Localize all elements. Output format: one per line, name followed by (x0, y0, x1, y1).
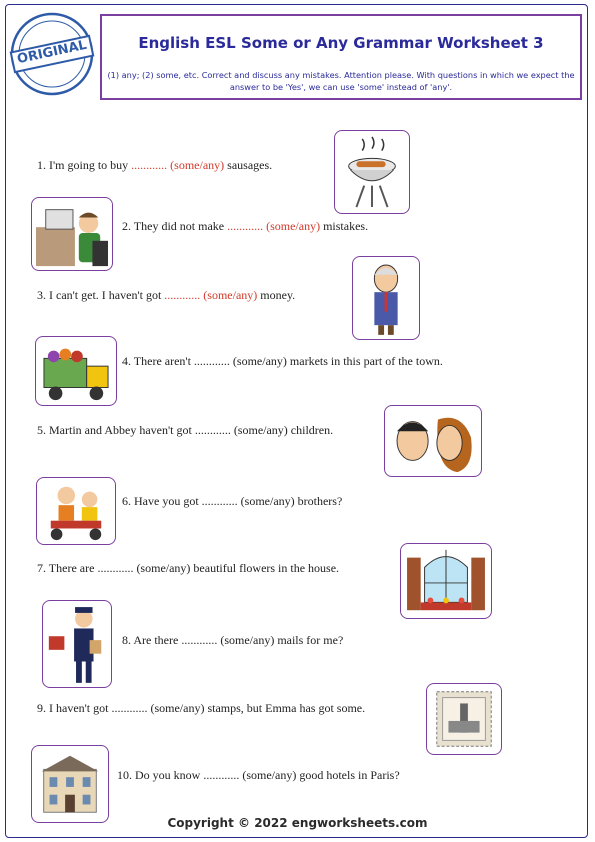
frustrated-worker-picture (31, 197, 113, 271)
question-9: 9. I haven't got ............ (some/any) stamps, but Emma has got some. (37, 701, 366, 715)
question-7: 7. There are ............ (some/any) beautiful flowers in the house. (37, 561, 340, 575)
question-2: 2. They did not make ............ (some/any) mistakes. (122, 219, 369, 233)
worksheet-title: English ESL Some or Any Grammar Worksheet 3 (138, 34, 544, 52)
question-8: 8. Are there ............ (some/any) mails for me? (122, 633, 344, 647)
mail-carrier-picture (42, 600, 112, 688)
market-truck-picture (35, 336, 117, 406)
question-5: 5. Martin and Abbey haven't got ............ (some/any) children. (37, 423, 334, 437)
copyright-footer: Copyright © 2022 engworksheets.com (167, 816, 428, 830)
header-box (100, 14, 582, 100)
question-4: 4. There aren't ............ (some/any) markets in this part of the town. (122, 354, 443, 368)
window-with-flowers-picture (400, 543, 492, 619)
barbecue-grill-picture (334, 130, 410, 214)
question-10: 10. Do you know ............ (some/any) good hotels in Paris? (117, 768, 400, 782)
question-6: 6. Have you got ............ (some/any) brothers? (122, 494, 343, 508)
postage-stamp-picture (426, 683, 502, 755)
paris-hotel-picture (31, 745, 109, 823)
question-1: 1. I'm going to buy ............ (some/any) sausages. (37, 158, 273, 172)
couple-faces-picture (384, 405, 482, 477)
answer-key: (1) any; (2) some, etc. Correct and discuss any mistakes. Attention please. With questions in which we expect the answer to be 'Yes', we can use 'some' instead of 'any'. (107, 70, 575, 92)
stamp-text: ORIGINAL (15, 37, 89, 68)
children-on-scooter-picture (36, 477, 116, 545)
original-stamp-logo (8, 10, 96, 98)
old-man-thinking-picture (352, 256, 420, 340)
question-3: 3. I can't get. I haven't got ............ (some/any) money. (37, 288, 296, 302)
